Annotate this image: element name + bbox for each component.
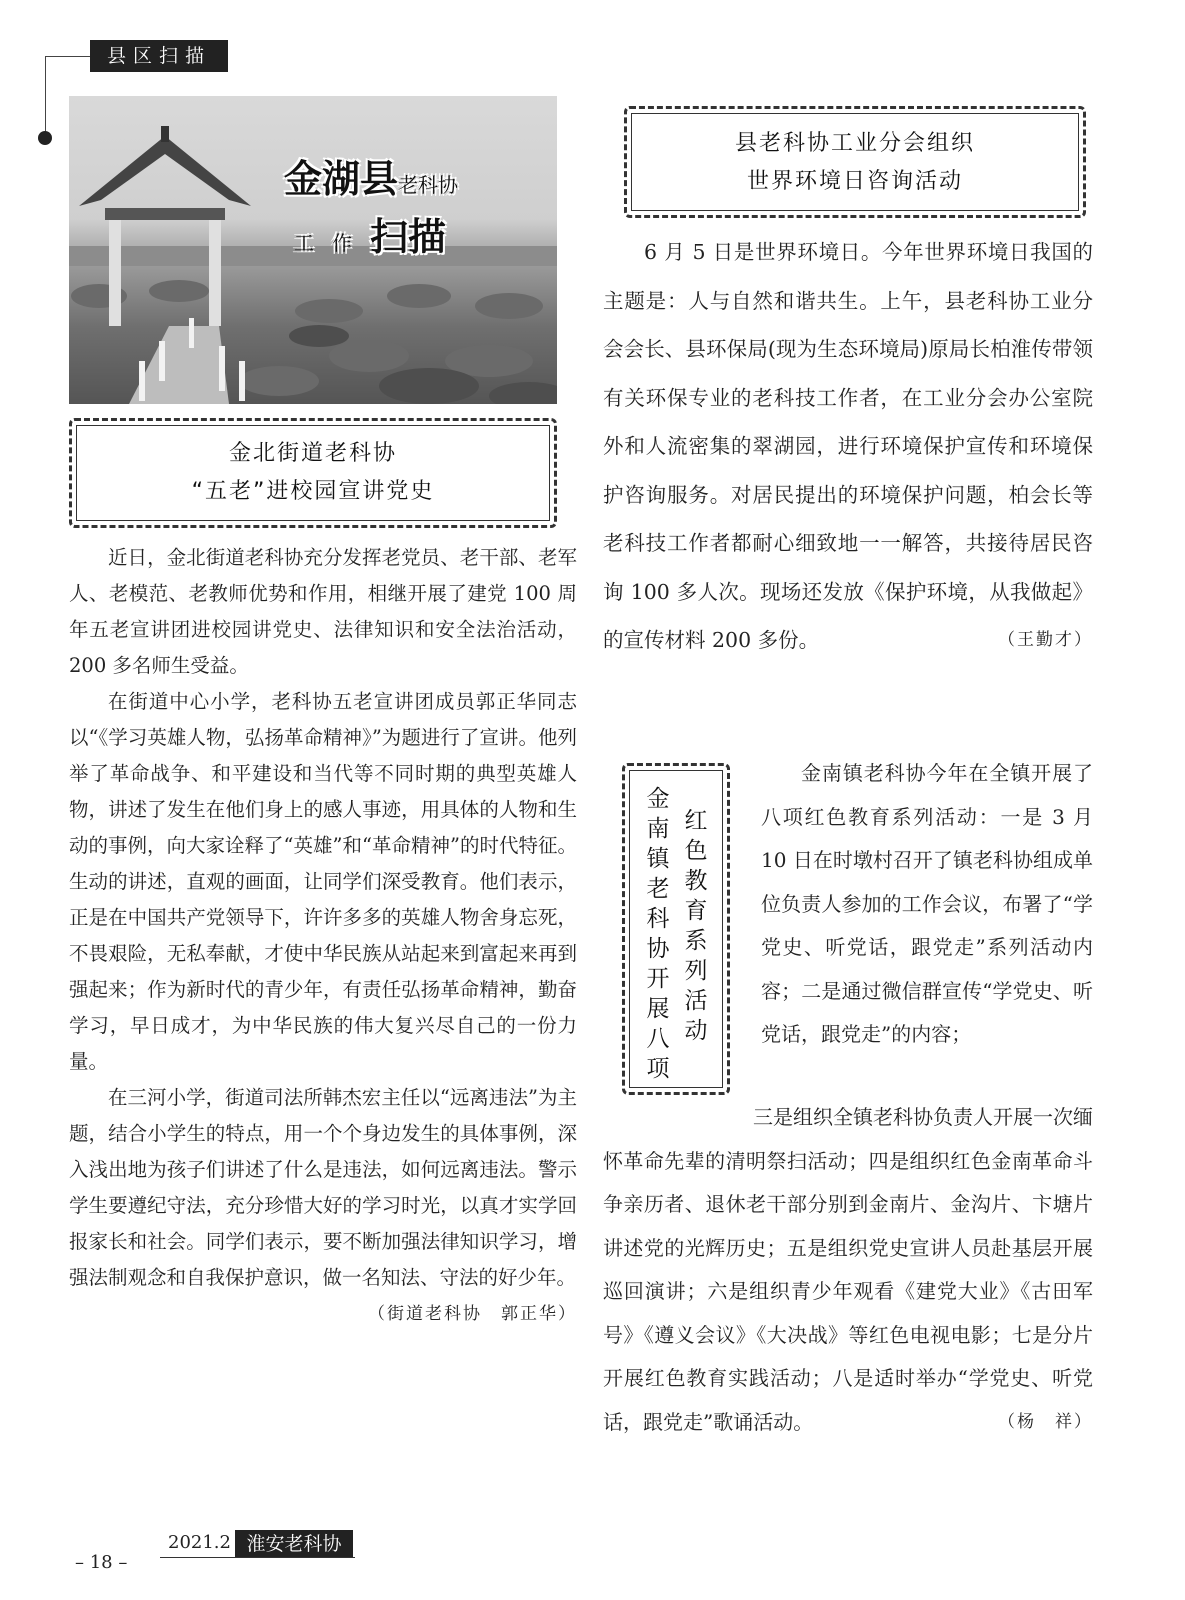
article1-body: [69, 540, 577, 1332]
article3-signature: （杨 祥）: [998, 1411, 1093, 1432]
section-tag: 县区扫描: [90, 40, 228, 72]
article2-signature: （王勤才）: [998, 630, 1093, 650]
article3-title-col2: 红色教育系列活动: [684, 808, 708, 1044]
article3-title-col1: 金南镇老科协开展八项: [646, 786, 670, 1082]
article1-paragraph: 近日，金北街道老科协充分发挥老党员、老干部、老军人、老模范、老教师优势和作用，相继开展了建党 100 周年五老宣讲团进校园讲党史、法律知识和安全法治活动，200 多名师生受益。: [69, 546, 577, 677]
article3-body-bottom: [603, 1096, 1093, 1444]
banner-subtitle-big: 扫描: [370, 215, 447, 259]
banner-subtitle: [294, 206, 446, 261]
article1-title-line2: “五老”进校园宣讲党史: [191, 479, 435, 504]
article1-headline: [69, 418, 557, 528]
article2-headline: [624, 106, 1086, 218]
page-number: – 18 –: [75, 1552, 128, 1573]
article2-paragraph: [603, 228, 1093, 665]
corner-rule-vertical: [45, 56, 46, 136]
article3-headline: [622, 763, 730, 1095]
corner-rule: [45, 56, 90, 57]
issue-number: 2021.2: [168, 1532, 231, 1553]
banner-title-small: 老科协: [398, 173, 459, 197]
banner-subtitle-small: 工作: [294, 231, 370, 255]
article3-paragraph-bottom: [603, 1096, 1093, 1444]
article1-paragraph-text: 在三河小学，街道司法所韩杰宏主任以“远离违法”为主题，结合小学生的特点，用一个个身边发生的具体事例，深入浅出地为孩子们讲述了什么是违法，如何远离违法。警示学生要遵纪守法，充分珍惜大好的学习时光，以真才实学回报家长和社会。同学们表示，要不断加强法律知识学习，增强法制观念和自我保护意识，做一名知法、守法的好少年。: [69, 1086, 577, 1289]
footer-rule: [160, 1557, 355, 1558]
article3-body-top: [761, 752, 1093, 1057]
journal-name: 淮安老科协: [235, 1530, 353, 1558]
article2-title-line1: 县老科协工业分会组织: [734, 131, 975, 156]
corner-dot: [38, 131, 52, 145]
article2-body: [603, 228, 1093, 665]
article1-paragraph: 在街道中心小学，老科协五老宣讲团成员郭正华同志以“《学习英雄人物，弘扬革命精神》”为题进行了宣讲。他列举了革命战争、和平建设和当代等不同时期的典型英雄人物，讲述了发生在他们身上的感人事迹，用具体的人物和生动的事例，向大家诠释了“英雄”和“革命精神”的时代特征。生动的讲述，直观的画面，让同学们深受教育。他们表示，正是在中国共产党领导下，许许多多的英雄人物舍身忘死，不畏艰险，无私奉献，才使中华民族从站起来到富起来再到强起来；作为新时代的青少年，有责任弘扬革命精神，勤奋学习，早日成才，为中华民族的伟大复兴尽自己的一份力量。: [69, 690, 577, 1073]
article3-paragraph-text: 三是组织全镇老科协负责人开展一次缅怀革命先辈的清明祭扫活动；四是组织红色金南革命斗争亲历者、退休老干部分别到金南片、金沟片、卞塘片讲述党的光辉历史；五是组织党史宣讲人员赴基层开展巡回演讲；六是组织青少年观看《建党大业》《古田军号》《遵义会议》《大决战》等红色电视电影；七是分片开展红色教育实践活动；八是适时举办“学党史、听党话，跟党走”歌诵活动。: [603, 1105, 1093, 1434]
banner-title-big: 金湖县: [284, 157, 399, 201]
article2-title-line2: 世界环境日咨询活动: [746, 169, 963, 194]
banner-title: [284, 148, 458, 203]
article1-paragraph: [69, 1080, 577, 1324]
article2-paragraph-text: 6 月 5 日是世界环境日。今年世界环境日我国的主题是：人与自然和谐共生。上午，县老科协工业分会会长、县环保局(现为生态环境局)原局长柏淮传带领有关环保专业的老科技工作者，在工业分会办公室院外和人流密集的翠湖园，进行环境保护宣传和环境保护咨询服务。对居民提出的环境保护问题，柏会长等老科技工作者都耐心细致地一一解答，共接待居民咨询 100 多人次。现场还发放《保护环境，从我做起》的宣传材料 200 多份。: [603, 240, 1093, 652]
article1-title-line1: 金北街道老科协: [228, 441, 397, 466]
article3-paragraph-top: 金南镇老科协今年在全镇开展了八项红色教育系列活动：一是 3 月 10 日在时墩村召开了镇老科协组成单位负责人参加的工作会议，布署了“学党史、听党话，跟党走”系列活动内容；二是通过微信群宣传“学党史、听党话，跟党走”的内容；: [761, 761, 1093, 1046]
pavilion-photo: [69, 96, 557, 404]
article1-signature: （街道老科协 郭正华）: [368, 1304, 577, 1324]
